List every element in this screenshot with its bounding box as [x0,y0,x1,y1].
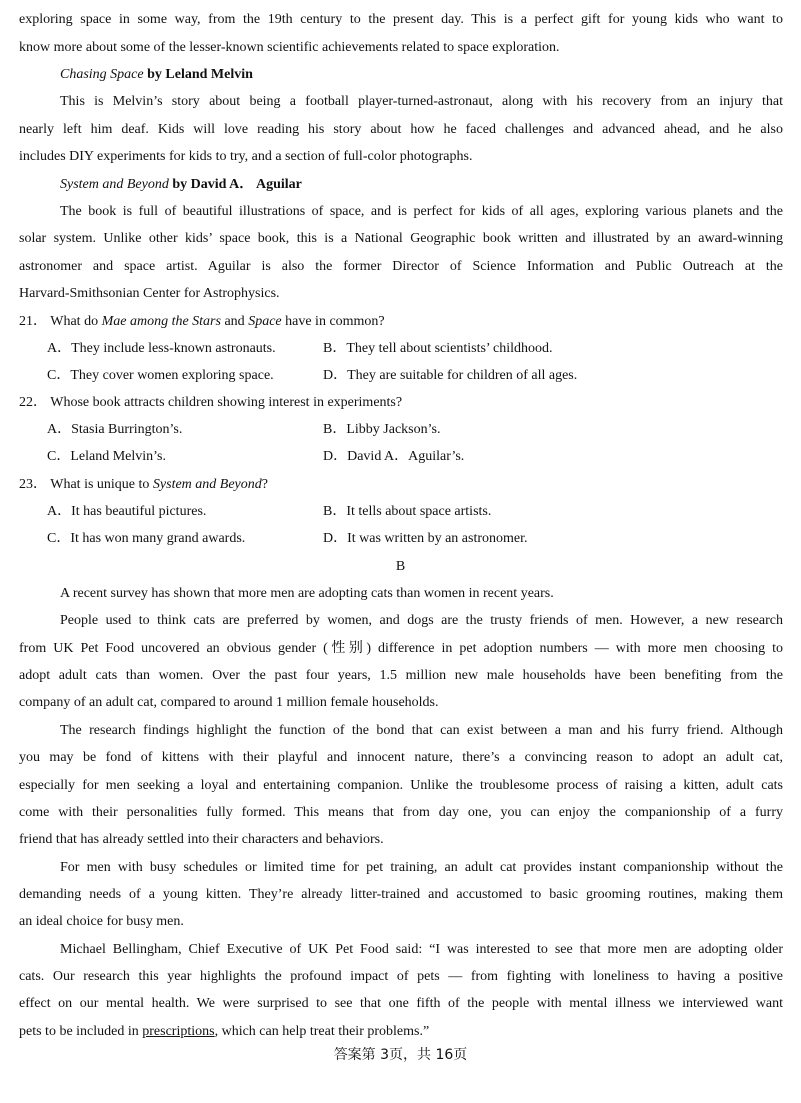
q22-option-d[interactable]: D．David A．Aguilar’s. [323,449,465,464]
book-author: by David A． Aguilar [168,177,302,192]
q21-option-d[interactable]: D．They are suitable for children of all ages. [323,368,578,383]
passage-line: especially for men seeking a loyal and entertaining companion. Unlike the troublesome process of raising a kitten, adult cats [19,778,783,793]
q21-option-a[interactable]: A．They include less-known astronauts. [47,341,276,356]
page-footer: 答案第 3页，共 16页 [333,1047,468,1063]
book-heading [60,65,783,85]
q23-option-d[interactable]: D．It was written by an astronomer. [323,531,528,546]
passage-line: The book is full of beautiful illustrations of space, and is perfect for kids of all ages, exploring various planets and the [60,204,783,219]
passage-line: nearly left him deaf. Kids will love reading his story about how he faced challenges and advanced ahead, and he also [19,122,783,137]
q23-option-b[interactable]: B．It tells about space artists. [323,504,492,519]
book-heading [60,175,783,195]
stem-text: 21． What do [19,314,102,329]
passage-line: know more about some of the lesser-known scientific achievements related to space exploration. [19,40,560,55]
passage-line: an ideal choice for busy men. [19,914,184,929]
passage-line: For men with busy schedules or limited time for pet training, an adult cat provides instant companionship without the [60,860,783,875]
passage-line: adopt adult cats than women. Over the past four years, 1.5 million new male households have been benefiting from the [19,668,783,683]
passage-line: from UK Pet Food uncovered an obvious gender (性别) difference in pet adoption numbers — with more men choosing to [19,641,783,656]
stem-text: and [220,314,249,329]
underlined-word: prescriptions [142,1024,215,1039]
passage-line: Michael Bellingham, Chief Executive of UK Pet Food said: “I was interested to see that more men are adopting older [60,942,783,957]
q23-option-a[interactable]: A．It has beautiful pictures. [47,504,207,519]
question-23-stem [19,475,783,495]
passage-line: come with their personalities fully formed. This means that from day one, you can enjoy the companionship of a furry [19,805,783,820]
stem-title: Space [248,314,282,329]
passage-line: solar system. Unlike other kids’ space book, this is a National Geographic book written and illustrated by an award-winning [19,231,783,246]
passage-line: effect on our mental health. We were surprised to see that one fifth of the people with mental illness we interviewed want [19,996,783,1011]
q22-option-c[interactable]: C．Leland Melvin’s. [47,449,166,464]
passage-line: company of an adult cat, compared to around 1 million female households. [19,695,439,710]
passage-line: astronomer and space artist. Aguilar is also the former Director of Science Information and Public Outreach at the [19,259,783,274]
q23-option-c[interactable]: C．It has won many grand awards. [47,531,246,546]
question-21-stem [19,312,783,332]
q21-option-c[interactable]: C．They cover women exploring space. [47,368,274,383]
question-22-stem: 22． Whose book attracts children showing interest in experiments? [19,395,403,410]
q21-option-b[interactable]: B．They tell about scientists’ childhood. [323,341,553,356]
book-title: Chasing Space [60,67,144,82]
passage-line: A recent survey has shown that more men are adopting cats than women in recent years. [60,586,554,601]
stem-text: have in common? [281,314,385,329]
passage-line: Harvard-Smithsonian Center for Astrophysics. [19,286,280,301]
passage-line: The research findings highlight the function of the bond that can exist between a man and his furry friend. Although [60,723,783,738]
passage-line: friend that has already settled into their characters and behaviors. [19,832,384,847]
passage-line: includes DIY experiments for kids to try, and a section of full-color photographs. [19,149,473,164]
passage-line [19,1022,783,1042]
q22-option-a[interactable]: A．Stasia Burrington’s. [47,422,183,437]
q22-option-b[interactable]: B．Libby Jackson’s. [323,422,441,437]
passage-line: This is Melvin’s story about being a football player-turned-astronaut, along with his recovery from an injury that [60,94,783,109]
book-author: by Leland Melvin [143,67,253,82]
passage-line: demanding needs of a young kitten. They’re already litter-trained and accustomed to basic grooming routines, making them [19,887,783,902]
stem-title: Mae among the Stars [101,314,221,329]
section-label: B [395,559,406,574]
passage-line: cats. Our research this year highlights the profound impact of pets — from fighting with loneliness to having a positive [19,969,783,984]
stem-title: System and Beyond [152,477,262,492]
line-text: , which can help treat their problems.” [214,1024,430,1039]
book-title: System and Beyond [60,177,169,192]
stem-text: ? [261,477,268,492]
passage-line: exploring space in some way, from the 19th century to the present day. This is a perfect gift for young kids who want to [19,12,783,27]
passage-line: People used to think cats are preferred by women, and dogs are the trusty friends of men. However, a new research [60,613,783,628]
stem-text: 23． What is unique to [19,477,153,492]
line-text: pets to be included in [19,1024,143,1039]
passage-line: you may be fond of kittens with their playful and innocent nature, there’s a convincing reason to adopt an adult cat, [19,750,783,765]
